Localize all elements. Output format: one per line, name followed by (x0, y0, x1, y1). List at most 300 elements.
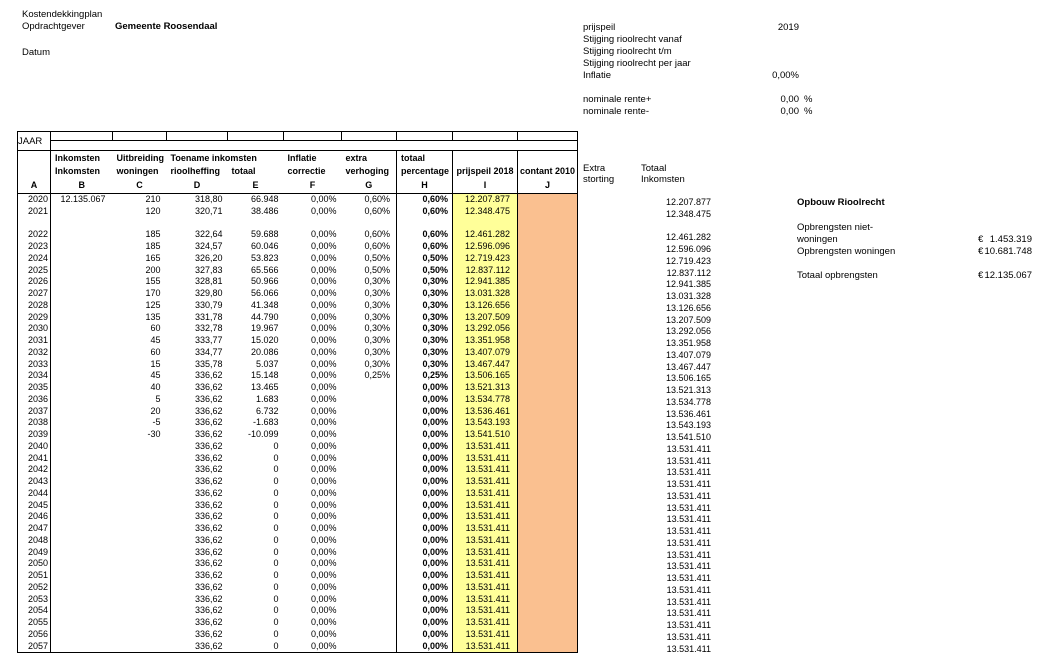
cell-b[interactable] (51, 359, 113, 371)
cell-e[interactable]: 0 (273, 511, 279, 522)
column-header-b[interactable] (51, 151, 113, 194)
cell-h[interactable]: 0,00% (397, 476, 453, 488)
cell-d[interactable] (167, 218, 228, 230)
totaal-inkomsten-value[interactable]: 13.541.510 (665, 432, 711, 442)
cell-g[interactable] (342, 511, 397, 523)
cell-j[interactable] (518, 382, 578, 394)
cell-i[interactable]: 13.531.411 (453, 464, 518, 476)
cell-e[interactable]: 44.790 (250, 311, 279, 322)
cell-f[interactable]: 0,00% (310, 617, 337, 627)
cell-h[interactable]: 0,00% (397, 453, 453, 465)
cell-e[interactable]: 5.037 (255, 358, 279, 369)
cell-j[interactable] (518, 288, 578, 300)
cell-g[interactable]: 0,30% (364, 323, 390, 334)
cell-c[interactable]: 60 (150, 346, 161, 357)
cell-a[interactable]: 2044 (18, 488, 51, 500)
cell-g[interactable]: 0,30% (364, 288, 390, 298)
cell-g[interactable]: 0,30% (364, 299, 390, 310)
cell-j[interactable] (518, 394, 578, 406)
cell-i[interactable]: 13.531.411 (453, 617, 518, 629)
cell-b[interactable] (51, 370, 113, 382)
cell-c[interactable] (113, 570, 167, 582)
cell-c[interactable] (113, 218, 167, 230)
cell-j[interactable] (518, 241, 578, 253)
cell-i[interactable]: 13.531.411 (453, 547, 518, 559)
cell-f[interactable]: 0,00% (310, 593, 337, 604)
cell-b[interactable] (51, 241, 113, 253)
cell-g[interactable] (342, 382, 397, 394)
cell-e[interactable]: 0 (273, 440, 279, 451)
totaal-inkomsten-value[interactable]: 13.531.411 (666, 514, 711, 525)
cell-a[interactable]: 2035 (18, 382, 51, 394)
cell-a[interactable]: 2055 (18, 617, 51, 629)
cell-i[interactable]: 13.126.656 (453, 300, 518, 312)
cell-c[interactable]: 120 (145, 205, 161, 216)
cell-b[interactable] (51, 453, 113, 465)
cell-a[interactable]: 2034 (18, 370, 51, 382)
cell-c[interactable]: 200 (145, 264, 161, 275)
cell-h[interactable]: 0,00% (397, 429, 453, 441)
totaal-inkomsten-value[interactable]: 12.348.475 (665, 208, 711, 219)
cell-j[interactable] (518, 617, 578, 629)
cell-i[interactable] (453, 218, 518, 230)
opbouw-value[interactable]: 12.135.067 (984, 270, 1032, 281)
cell-j[interactable] (518, 406, 578, 418)
cell-b[interactable] (51, 429, 113, 441)
cell-i[interactable]: 13.531.411 (453, 500, 518, 512)
cell-c[interactable] (113, 476, 167, 488)
cell-e[interactable]: 0 (273, 640, 279, 651)
cell-h[interactable]: 0,30% (397, 323, 453, 335)
cell-b[interactable] (51, 476, 113, 488)
cell-b[interactable] (51, 464, 113, 476)
totaal-inkomsten-value[interactable]: 13.467.447 (665, 361, 711, 372)
totaal-inkomsten-value[interactable]: 12.837.112 (666, 267, 711, 278)
cell-d[interactable]: 336,62 (194, 382, 223, 392)
cell-e[interactable]: 0 (273, 487, 279, 498)
cell-e[interactable]: 13.465 (250, 382, 279, 392)
cell-d[interactable]: 318,80 (194, 194, 223, 204)
cell-h[interactable]: 0,00% (397, 394, 453, 406)
cell-d[interactable]: 336,62 (194, 393, 223, 404)
cell-h[interactable]: 0,60% (397, 229, 453, 241)
totaal-inkomsten-value[interactable]: 12.941.385 (665, 279, 711, 290)
cell-h[interactable]: 0,50% (397, 265, 453, 277)
cell-a[interactable]: 2054 (18, 605, 51, 617)
cell-e[interactable]: 66.948 (250, 194, 279, 204)
totaal-inkomsten-value[interactable]: 13.292.056 (665, 326, 711, 337)
cell-b[interactable] (51, 276, 113, 288)
cell-e[interactable]: 0 (273, 452, 279, 463)
cell-b[interactable] (51, 629, 113, 641)
cell-c[interactable]: 185 (145, 229, 161, 240)
cell-i[interactable]: 13.531.411 (453, 523, 518, 535)
cell-g[interactable] (342, 394, 397, 406)
cell-f[interactable]: 0,00% (310, 346, 337, 357)
cell-j[interactable] (518, 558, 578, 570)
cell-a[interactable]: 2026 (18, 276, 51, 288)
cell-h[interactable]: 0,00% (397, 523, 453, 535)
cell-j[interactable] (518, 535, 578, 547)
cell-i[interactable]: 13.407.079 (453, 347, 518, 359)
cell-c[interactable]: 170 (145, 288, 161, 298)
cell-h[interactable]: 0,30% (397, 276, 453, 288)
cell-c[interactable]: 45 (150, 335, 161, 345)
cell-j[interactable] (518, 218, 578, 230)
totaal-inkomsten-value[interactable]: 12.461.282 (665, 232, 711, 243)
cell-i[interactable]: 12.207.877 (453, 194, 518, 206)
cell-c[interactable]: 60 (150, 323, 161, 334)
cell-i[interactable]: 13.531.411 (453, 558, 518, 570)
cell-a[interactable]: 2023 (18, 241, 51, 253)
totaal-inkomsten-value[interactable]: 13.207.509 (665, 314, 711, 325)
totaal-inkomsten-value[interactable]: 13.531.411 (666, 608, 711, 619)
cell-i[interactable]: 13.531.411 (453, 629, 518, 641)
cell-a[interactable]: 2032 (18, 347, 51, 359)
cell-h[interactable]: 0,50% (397, 253, 453, 265)
cell-j[interactable] (518, 323, 578, 335)
cell-j[interactable] (518, 429, 578, 441)
cell-j[interactable] (518, 523, 578, 535)
cell-i[interactable]: 13.351.958 (453, 335, 518, 347)
cell-b[interactable] (51, 441, 113, 453)
client-value[interactable]: Gemeente Roosendaal (115, 21, 218, 32)
cell-i[interactable]: 13.531.411 (453, 535, 518, 547)
cell-f[interactable]: 0,00% (310, 640, 337, 651)
cell-e[interactable]: 0 (273, 464, 279, 475)
column-header-j[interactable] (518, 151, 578, 194)
cell-b[interactable] (51, 594, 113, 606)
cell-e[interactable]: -1.683 (252, 417, 279, 428)
cell-d[interactable]: 336,62 (194, 534, 223, 545)
cell-b[interactable] (51, 617, 113, 629)
cell-d[interactable]: 333,77 (194, 335, 223, 345)
cell-e[interactable]: 56.066 (250, 288, 279, 298)
cell-d[interactable]: 336,62 (194, 640, 223, 651)
cell-c[interactable]: 165 (145, 252, 161, 263)
totaal-inkomsten-value[interactable]: 13.531.411 (666, 620, 711, 630)
cell-a[interactable]: 2050 (18, 558, 51, 570)
cell-c[interactable] (113, 617, 167, 629)
cell-h[interactable]: 0,60% (397, 194, 453, 206)
cell-f[interactable]: 0,00% (310, 205, 337, 216)
cell-h[interactable]: 0,00% (397, 464, 453, 476)
cell-j[interactable] (518, 464, 578, 476)
totaal-inkomsten-value[interactable]: 12.596.096 (665, 244, 711, 254)
cell-a[interactable]: 2051 (18, 570, 51, 582)
cell-e[interactable]: 0 (273, 581, 279, 592)
cell-g[interactable] (342, 488, 397, 500)
cell-b[interactable] (51, 347, 113, 359)
cell-f[interactable]: 0,00% (310, 476, 337, 486)
cell-i[interactable]: 13.531.411 (453, 594, 518, 606)
cell-j[interactable] (518, 312, 578, 324)
cell-f[interactable]: 0,00% (310, 264, 337, 275)
cell-f[interactable]: 0,00% (310, 464, 337, 475)
cell-f[interactable]: 0,00% (310, 393, 337, 404)
cell-e[interactable]: 0 (273, 628, 279, 639)
cell-c[interactable]: 125 (145, 299, 161, 310)
cell-i[interactable]: 13.531.411 (453, 476, 518, 488)
cell-b[interactable] (51, 511, 113, 523)
cell-h[interactable]: 0,00% (397, 535, 453, 547)
cell-g[interactable] (342, 500, 397, 512)
totaal-inkomsten-value[interactable]: 13.531.411 (666, 561, 711, 572)
cell-f[interactable]: 0,00% (310, 440, 337, 451)
cell-a[interactable]: 2024 (18, 253, 51, 265)
cell-j[interactable] (518, 335, 578, 347)
cell-c[interactable] (113, 582, 167, 594)
totaal-inkomsten-value[interactable]: 13.531.411 (666, 631, 711, 642)
cell-b[interactable] (51, 206, 113, 218)
cell-g[interactable] (342, 453, 397, 465)
totaal-inkomsten-value[interactable]: 13.531.411 (666, 573, 711, 583)
cell-h[interactable]: 0,30% (397, 300, 453, 312)
cell-g[interactable]: 0,60% (364, 229, 390, 240)
cell-c[interactable]: -30 (147, 429, 161, 439)
opbouw-value[interactable]: 10.681.748 (984, 246, 1032, 257)
cell-f[interactable]: 0,00% (310, 311, 337, 322)
cell-a[interactable]: 2048 (18, 535, 51, 547)
cell-g[interactable] (342, 558, 397, 570)
cell-a[interactable]: 2052 (18, 582, 51, 594)
cell-b[interactable] (51, 265, 113, 277)
cell-h[interactable]: 0,00% (397, 605, 453, 617)
cell-e[interactable] (228, 218, 284, 230)
cell-j[interactable] (518, 206, 578, 218)
cell-b[interactable] (51, 582, 113, 594)
cell-d[interactable]: 336,62 (194, 523, 223, 533)
cell-a[interactable]: 2041 (18, 453, 51, 465)
cell-c[interactable] (113, 464, 167, 476)
cell-i[interactable]: 13.531.411 (453, 570, 518, 582)
cell-g[interactable] (342, 476, 397, 488)
cell-i[interactable]: 12.719.423 (453, 253, 518, 265)
cell-b[interactable] (51, 417, 113, 429)
cell-i[interactable]: 12.837.112 (453, 265, 518, 277)
cell-f[interactable]: 0,00% (310, 558, 337, 569)
cell-i[interactable]: 13.531.411 (453, 641, 518, 653)
cell-f[interactable]: 0,00% (310, 487, 337, 498)
cell-e[interactable]: 38.486 (250, 205, 279, 216)
cell-j[interactable] (518, 194, 578, 206)
cell-f[interactable]: 0,00% (310, 511, 337, 522)
cell-i[interactable]: 13.506.165 (453, 370, 518, 382)
column-header-h[interactable] (397, 151, 453, 194)
cell-d[interactable]: 336,62 (194, 370, 223, 381)
cell-h[interactable]: 0,00% (397, 511, 453, 523)
totaal-inkomsten-value[interactable]: 13.531.411 (666, 490, 711, 501)
totaal-inkomsten-value[interactable]: 13.531.411 (666, 526, 711, 536)
cell-f[interactable]: 0,00% (310, 370, 337, 381)
cell-g[interactable]: 0,30% (364, 311, 390, 322)
totaal-inkomsten-value[interactable]: 13.531.411 (666, 549, 711, 560)
cell-h[interactable]: 0,00% (397, 641, 453, 653)
cell-e[interactable]: 50.966 (250, 276, 279, 287)
jaar-header-cell[interactable]: JAAR (18, 132, 51, 151)
cell-f[interactable]: 0,00% (310, 241, 337, 251)
cell-d[interactable]: 336,62 (194, 440, 223, 451)
cell-e[interactable]: 0 (273, 534, 279, 545)
cell-h[interactable]: 0,30% (397, 347, 453, 359)
cell-a[interactable]: 2057 (18, 641, 51, 653)
cell-j[interactable] (518, 476, 578, 488)
cell-c[interactable] (113, 594, 167, 606)
cell-b[interactable] (51, 605, 113, 617)
cell-h[interactable] (397, 218, 453, 230)
column-header-c[interactable] (113, 151, 167, 194)
cell-i[interactable]: 13.031.328 (453, 288, 518, 300)
cell-f[interactable]: 0,00% (310, 229, 337, 240)
cell-c[interactable]: -5 (152, 417, 161, 428)
cell-j[interactable] (518, 582, 578, 594)
cell-j[interactable] (518, 370, 578, 382)
cell-c[interactable]: 45 (150, 370, 161, 381)
cell-f[interactable]: 0,00% (310, 581, 337, 592)
cell-g[interactable] (342, 417, 397, 429)
cell-b[interactable] (51, 394, 113, 406)
cell-i[interactable]: 13.534.778 (453, 394, 518, 406)
cell-a[interactable]: 2046 (18, 511, 51, 523)
cell-f[interactable]: 0,00% (310, 405, 337, 416)
cell-h[interactable]: 0,00% (397, 629, 453, 641)
cell-f[interactable]: 0,00% (310, 335, 337, 345)
cell-j[interactable] (518, 641, 578, 653)
cell-i[interactable]: 13.531.411 (453, 488, 518, 500)
cell-f[interactable]: 0,00% (310, 534, 337, 545)
cell-d[interactable]: 336,62 (194, 452, 223, 463)
cell-g[interactable]: 0,60% (364, 194, 390, 204)
cell-e[interactable]: 0 (273, 570, 279, 580)
cell-g[interactable] (342, 617, 397, 629)
cell-h[interactable]: 0,30% (397, 359, 453, 371)
cell-b[interactable] (51, 641, 113, 653)
cell-d[interactable]: 336,62 (194, 476, 223, 486)
cell-c[interactable] (113, 535, 167, 547)
totaal-inkomsten-value[interactable]: 12.207.877 (665, 197, 711, 207)
cell-g[interactable] (342, 547, 397, 559)
totaal-inkomsten-value[interactable]: 13.531.411 (666, 537, 711, 548)
cell-h[interactable]: 0,00% (397, 406, 453, 418)
cell-d[interactable]: 336,62 (194, 511, 223, 522)
cell-b[interactable] (51, 323, 113, 335)
cell-a[interactable]: 2031 (18, 335, 51, 347)
cell-d[interactable]: 324,57 (194, 241, 223, 251)
cell-j[interactable] (518, 253, 578, 265)
cell-c[interactable] (113, 511, 167, 523)
cell-f[interactable]: 0,00% (310, 288, 337, 298)
cell-e[interactable]: -10.099 (247, 429, 279, 439)
cell-a[interactable]: 2042 (18, 464, 51, 476)
cell-b[interactable]: 12.135.067 (60, 194, 106, 204)
cell-e[interactable]: 65.566 (250, 264, 279, 275)
cell-f[interactable]: 0,00% (310, 252, 337, 263)
cell-f[interactable]: 0,00% (310, 358, 337, 369)
cell-g[interactable] (342, 218, 397, 230)
cell-e[interactable]: 41.348 (250, 299, 279, 310)
cell-i[interactable]: 13.531.411 (453, 605, 518, 617)
cell-j[interactable] (518, 417, 578, 429)
cell-h[interactable]: 0,60% (397, 241, 453, 253)
cell-b[interactable] (51, 229, 113, 241)
cell-e[interactable]: 15.020 (250, 335, 279, 345)
cell-e[interactable]: 0 (273, 476, 279, 486)
cell-a[interactable]: 2027 (18, 288, 51, 300)
cell-c[interactable]: 210 (145, 194, 161, 204)
cell-a[interactable]: 2022 (18, 229, 51, 241)
cell-f[interactable]: 0,00% (310, 382, 337, 392)
cell-f[interactable]: 0,00% (310, 429, 337, 439)
cell-g[interactable]: 0,25% (364, 370, 390, 381)
cell-a[interactable]: 2033 (18, 359, 51, 371)
cell-i[interactable]: 13.531.411 (453, 582, 518, 594)
cell-i[interactable]: 13.531.411 (453, 441, 518, 453)
cell-h[interactable]: 0,30% (397, 288, 453, 300)
cell-c[interactable] (113, 523, 167, 535)
cell-c[interactable]: 15 (150, 358, 161, 369)
cell-h[interactable]: 0,00% (397, 594, 453, 606)
opbouw-value[interactable]: 1.453.319 (989, 234, 1032, 245)
cell-g[interactable] (342, 629, 397, 641)
cell-b[interactable] (51, 382, 113, 394)
cell-g[interactable] (342, 641, 397, 653)
cell-c[interactable] (113, 453, 167, 465)
totaal-inkomsten-value[interactable]: 13.126.656 (665, 302, 711, 313)
cell-a[interactable]: 2049 (18, 547, 51, 559)
cell-d[interactable]: 332,78 (194, 323, 223, 334)
cell-e[interactable]: 0 (273, 593, 279, 604)
cell-g[interactable] (342, 406, 397, 418)
column-header-g[interactable] (342, 151, 397, 194)
cell-e[interactable]: 0 (273, 605, 279, 616)
param-value[interactable]: 0,00 (780, 106, 799, 117)
cell-j[interactable] (518, 347, 578, 359)
cell-d[interactable]: 336,62 (194, 628, 223, 639)
cell-g[interactable]: 0,50% (364, 252, 390, 263)
cell-i[interactable]: 13.531.411 (453, 511, 518, 523)
cell-e[interactable]: 20.086 (250, 346, 279, 357)
cell-h[interactable]: 0,00% (397, 382, 453, 394)
cell-b[interactable] (51, 300, 113, 312)
cell-h[interactable]: 0,00% (397, 547, 453, 559)
cell-i[interactable]: 13.521.313 (453, 382, 518, 394)
cell-f[interactable]: 0,00% (310, 546, 337, 557)
cell-i[interactable]: 12.596.096 (453, 241, 518, 253)
cell-b[interactable] (51, 500, 113, 512)
totaal-inkomsten-value[interactable]: 13.534.778 (665, 396, 711, 407)
cell-b[interactable] (51, 218, 113, 230)
totaal-inkomsten-value[interactable]: 12.719.423 (665, 255, 711, 266)
cell-c[interactable]: 5 (155, 393, 161, 404)
cell-j[interactable] (518, 511, 578, 523)
cell-a[interactable]: 2053 (18, 594, 51, 606)
cell-c[interactable] (113, 500, 167, 512)
cell-c[interactable] (113, 547, 167, 559)
cell-c[interactable]: 135 (145, 311, 161, 322)
cell-c[interactable] (113, 488, 167, 500)
cell-b[interactable] (51, 547, 113, 559)
cell-d[interactable]: 322,64 (194, 229, 223, 240)
cell-e[interactable]: 0 (273, 546, 279, 557)
cell-b[interactable] (51, 335, 113, 347)
cell-g[interactable] (342, 570, 397, 582)
totaal-inkomsten-value[interactable]: 13.531.411 (666, 455, 711, 466)
cell-a[interactable]: 2040 (18, 441, 51, 453)
cell-d[interactable]: 330,79 (194, 299, 223, 310)
cell-j[interactable] (518, 359, 578, 371)
totaal-inkomsten-value[interactable]: 13.531.411 (666, 479, 711, 489)
cell-j[interactable] (518, 605, 578, 617)
